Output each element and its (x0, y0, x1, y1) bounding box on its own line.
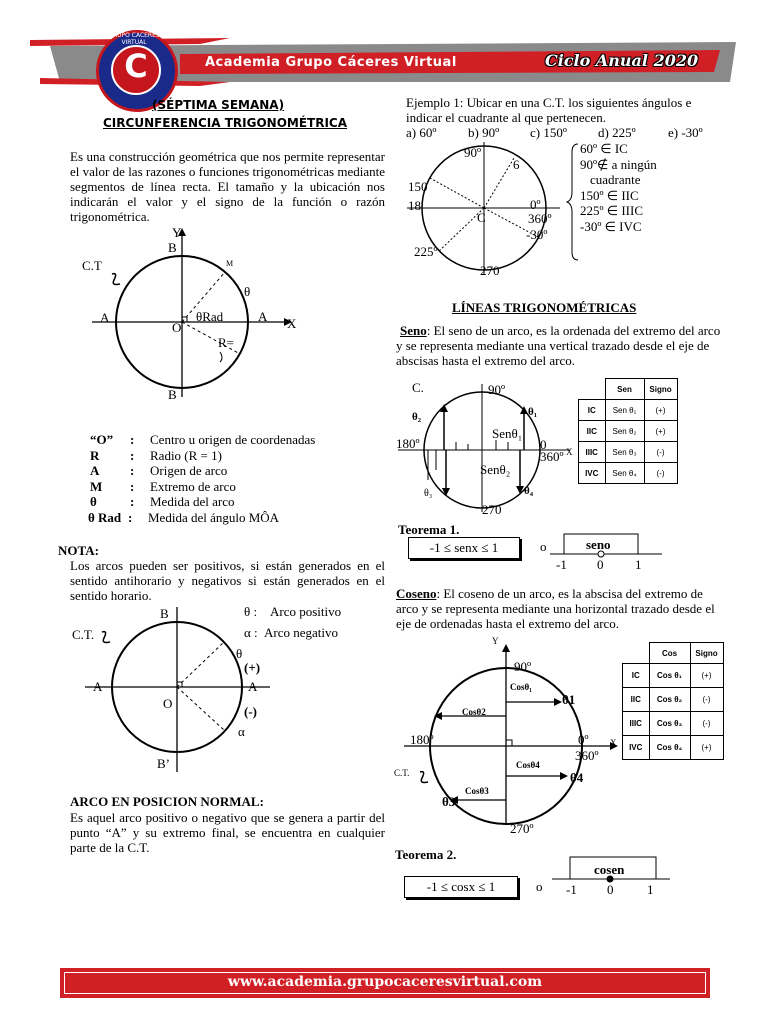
table-row (579, 379, 678, 400)
teorema1-box: -1 ≤ senx ≤ 1 (408, 537, 520, 559)
option-e: e) -30º (668, 125, 703, 140)
fig5-t1: θ1 (562, 692, 576, 707)
answer-item: 60º ∈ IC (580, 141, 628, 156)
fig4-sen1: Senθ₁ (492, 426, 523, 441)
cos-line-m1: -1 (566, 882, 577, 897)
legend-colon: : (130, 432, 135, 447)
legend-list (90, 432, 315, 525)
fig4-180: 180º (396, 436, 420, 451)
fig4-c: C. (412, 380, 424, 395)
footer-url[interactable]: www.academia.grupocaceresvirtual.com (227, 974, 543, 990)
intro-paragraph: Es una construcción geométrica que nos permite representar el valor de las razones o funciones trigonométricas mediante segmentos de línea recta. El tamaño y la ubicación nos indicarán el valor y el signo de la función o razón trigonométrica. (70, 149, 385, 224)
option-a: a) 60º (406, 125, 437, 140)
fig1-b-bot: B (168, 387, 177, 402)
legend-desc: Medida del ángulo MÔA (148, 509, 280, 525)
table-row (579, 400, 678, 421)
cos-line-o: o (536, 879, 543, 894)
ejemplo-text: Ejemplo 1: Ubicar en una C.T. los siguientes ángulos e indicar el cuadrante al que pertenecen. (406, 95, 692, 125)
table-row (623, 643, 724, 664)
table-header: Signo (644, 379, 677, 400)
seno-paragraph (396, 323, 721, 368)
coseno-paragraph (396, 586, 721, 631)
cos-line-p1: 1 (647, 882, 654, 897)
cos-line-label: cosen (594, 862, 625, 877)
fig1-r: R= (218, 335, 235, 350)
fig5-cos2: Cosθ2 (462, 707, 486, 717)
legend-row (90, 448, 315, 464)
fig1-a-left: A (100, 310, 110, 325)
fig2-leg1-sym: θ : (244, 604, 258, 619)
table-cell: Cos θ₃ (649, 712, 690, 736)
fig4-t4: θ₄ (524, 485, 534, 497)
teorema1-title: Teorema 1. (398, 522, 460, 537)
fig5-0: 0º (578, 732, 589, 747)
legend-row (90, 510, 315, 526)
option-b: b) 90º (468, 125, 500, 140)
fig5-t4: θ4 (570, 770, 584, 785)
fig2-a-right: A (248, 679, 258, 694)
fig5-x: X (610, 738, 617, 748)
legend-desc: Origen de arco (150, 463, 228, 478)
legend-colon: : (130, 494, 135, 509)
answer-item: 150º ∈ IIC (580, 187, 639, 203)
teorema2-title: Teorema 2. (395, 847, 457, 862)
legend-colon: : (130, 463, 135, 478)
table-cell: Cos θ₄ (649, 736, 690, 760)
fig3-0: 0º (530, 197, 541, 212)
fig5-90: 90º (514, 659, 532, 674)
table-cell: IC (623, 664, 650, 688)
table-cell: (-) (644, 463, 677, 484)
option-c: c) 150º (530, 125, 567, 140)
fig4-360: 360º (540, 449, 564, 464)
seno-line-0: 0 (597, 557, 604, 572)
lineas-heading: LÍNEAS TRIGONOMÉTRICAS (452, 300, 637, 315)
table-cell: (-) (644, 442, 677, 463)
fig2-a-left: A (93, 679, 103, 694)
table-row (623, 688, 724, 712)
cos-line-0: 0 (607, 882, 614, 897)
fig3-270: 270 (480, 263, 500, 278)
header-title: Academia Grupo Cáceres Virtual (205, 55, 457, 70)
seno-line-m1: -1 (556, 557, 567, 572)
table-cell: IVC (623, 736, 650, 760)
fig2-leg2-sym: α : (244, 625, 258, 640)
logo-arc-text: GRUPO CACERES VIRTUAL (108, 32, 160, 46)
header-cycle: Ciclo Anual 2020 (545, 51, 699, 70)
fig3-90: 90º (464, 145, 482, 160)
teorema2-box: -1 ≤ cosx ≤ 1 (404, 876, 518, 898)
table-cell: (+) (690, 736, 723, 760)
table-row (579, 442, 678, 463)
table-cell: IVC (579, 463, 606, 484)
fig3-c: C (477, 210, 486, 225)
fig4-0: 0 (540, 437, 547, 452)
fig2-minus: (-) (244, 704, 257, 719)
table-row (623, 664, 724, 688)
table-cell: (+) (690, 664, 723, 688)
fig5-270: 270º (510, 821, 534, 836)
legend-colon: : (128, 509, 133, 525)
coseno-text: : El coseno de un arco, es la abscisa del extremo de arco y se representa mediante una horizontal trazado desde el eje de ordenadas hasta el extremo del arco. (396, 586, 715, 631)
fig2-b2: B’ (157, 756, 170, 771)
table-row (623, 712, 724, 736)
coseno-sign-table (622, 642, 724, 760)
seno-circle-figure (396, 380, 576, 515)
fig5-cos4: Cosθ4 (516, 760, 540, 770)
answer-item: cuadrante (590, 172, 641, 187)
table-cell: Cos θ₂ (649, 688, 690, 712)
table-header: Sen (605, 379, 644, 400)
table-cell: IIIC (623, 712, 650, 736)
legend-row (90, 494, 315, 510)
seno-label: Seno (400, 323, 427, 338)
week-heading: (SÉPTIMA SEMANA) (152, 98, 285, 112)
fig5-cos3: Cosθ3 (465, 786, 489, 796)
answer-item: 90º∉ a ningún (580, 156, 657, 172)
fig2-alpha: α (238, 724, 245, 739)
fig3-m30: -30º (526, 227, 548, 242)
fig1-b-top: B (168, 240, 177, 255)
table-cell: Sen θ₁ (605, 400, 644, 421)
fig1-theta-rad: θRad (196, 309, 224, 324)
legend-row (90, 432, 315, 448)
fig3-225: 225º (414, 244, 438, 259)
fig1-x: X (287, 316, 297, 331)
fig2-b: B (160, 606, 169, 621)
coseno-label: Coseno (396, 586, 437, 601)
legend-colon: : (130, 478, 135, 494)
legend-sym: R (90, 447, 100, 463)
answer-item: -30º ∈ IVC (580, 218, 642, 234)
fig4-270: 270 (482, 502, 502, 517)
answers-brace (566, 142, 580, 262)
legend-sym: M (90, 478, 103, 494)
fig2-ct: C.T. (72, 627, 95, 642)
table-cell: (+) (644, 421, 677, 442)
nota-title: NOTA: (58, 543, 99, 558)
table-cell: (-) (690, 712, 723, 736)
seno-line-p1: 1 (635, 557, 642, 572)
fig3-6: 6 (513, 157, 520, 172)
topic-heading: CIRCUNFERENCIA TRIGONOMÉTRICA (103, 116, 348, 130)
fig3-150: 150 (408, 179, 428, 194)
table-cell: Cos θ₁ (649, 664, 690, 688)
legend-desc: Extremo de arco (150, 478, 236, 494)
fig2-theta: θ (236, 646, 243, 661)
arco-paragraph: Es aquel arco positivo o negativo que se genera a partir del punto “A” y su extremo final, se encuentra en cualquier parte de la C.T. (70, 810, 385, 855)
fig4-t1: θ₁ (528, 406, 538, 418)
fig1-m: M (226, 259, 234, 268)
table-cell (623, 643, 650, 664)
table-cell: IC (579, 400, 606, 421)
table-cell: (-) (690, 688, 723, 712)
fig1-theta: θ (244, 284, 251, 299)
option-d: d) 225º (598, 125, 636, 140)
table-cell: IIIC (579, 442, 606, 463)
table-cell: Sen θ₂ (605, 421, 644, 442)
table-cell: (+) (644, 400, 677, 421)
answers-list (580, 141, 657, 234)
seno-text: : El seno de un arco, es la ordenada del extremo del arco y se representa mediante una vertical trazado desde el eje de abscisas hasta el extremo del arco. (396, 323, 721, 368)
fig3-360: 360º (528, 211, 552, 226)
fig5-cos1: Cosθ₁ (510, 682, 532, 692)
table-row (579, 463, 678, 484)
answer-item: 225º ∈ IIIC (580, 203, 644, 218)
fig5-180: 180º (410, 732, 434, 747)
seno-line-label: seno (586, 537, 611, 552)
table-cell (579, 379, 606, 400)
table-row (623, 736, 724, 760)
legend-sym: “O” (90, 432, 114, 447)
fig1-y: Y (172, 225, 182, 240)
fig2-o: O (163, 696, 173, 711)
table-header: Signo (690, 643, 723, 664)
fig5-y: Y (492, 636, 499, 646)
fig1-a-right: A (258, 309, 268, 324)
legend-row (90, 463, 315, 479)
fig2-leg2: Arco negativo (264, 625, 339, 640)
table-cell: IIC (623, 688, 650, 712)
fig1-o: O (172, 320, 182, 335)
logo-letter: C (124, 47, 148, 85)
fig2-plus: (+) (244, 660, 261, 675)
legend-sym: θ Rad (88, 509, 122, 525)
arco-title: ARCO EN POSICION NORMAL: (70, 794, 264, 809)
legend-desc: Centro u origen de coordenadas (150, 432, 316, 447)
fig4-sen2: Senθ₂ (480, 462, 511, 477)
fig5-ct: C.T. (394, 768, 410, 778)
legend-desc: Medida del arco (150, 494, 235, 509)
fig4-t2: θ₂ (412, 411, 422, 423)
fig4-90: 90º (488, 382, 506, 397)
seno-sign-table (578, 378, 678, 484)
legend-desc: Radio (R = 1) (150, 447, 222, 463)
legend-colon: : (130, 447, 135, 463)
fig2-leg1: Arco positivo (270, 604, 342, 619)
table-cell: Sen θ₃ (605, 442, 644, 463)
nota-paragraph: Los arcos pueden ser positivos, si están generados en el sentido antihorario y negativos si están generados en el sentido horario. (70, 558, 385, 603)
fig3-18: 18 (408, 198, 421, 213)
table-header: Cos (649, 643, 690, 664)
fig4-x: X (566, 447, 573, 457)
table-cell: IIC (579, 421, 606, 442)
legend-sym: θ (90, 494, 97, 509)
legend-row (90, 479, 315, 495)
legend-sym: A (90, 463, 100, 478)
seno-line-o: o (540, 539, 547, 554)
fig5-360: 360º (575, 748, 599, 763)
fig5-t3: θ3 (442, 794, 456, 809)
table-row (579, 421, 678, 442)
table-cell: Sen θ₄ (605, 463, 644, 484)
fig4-t3: θ₃ (424, 488, 433, 499)
fig1-ct: C.T (82, 258, 102, 273)
